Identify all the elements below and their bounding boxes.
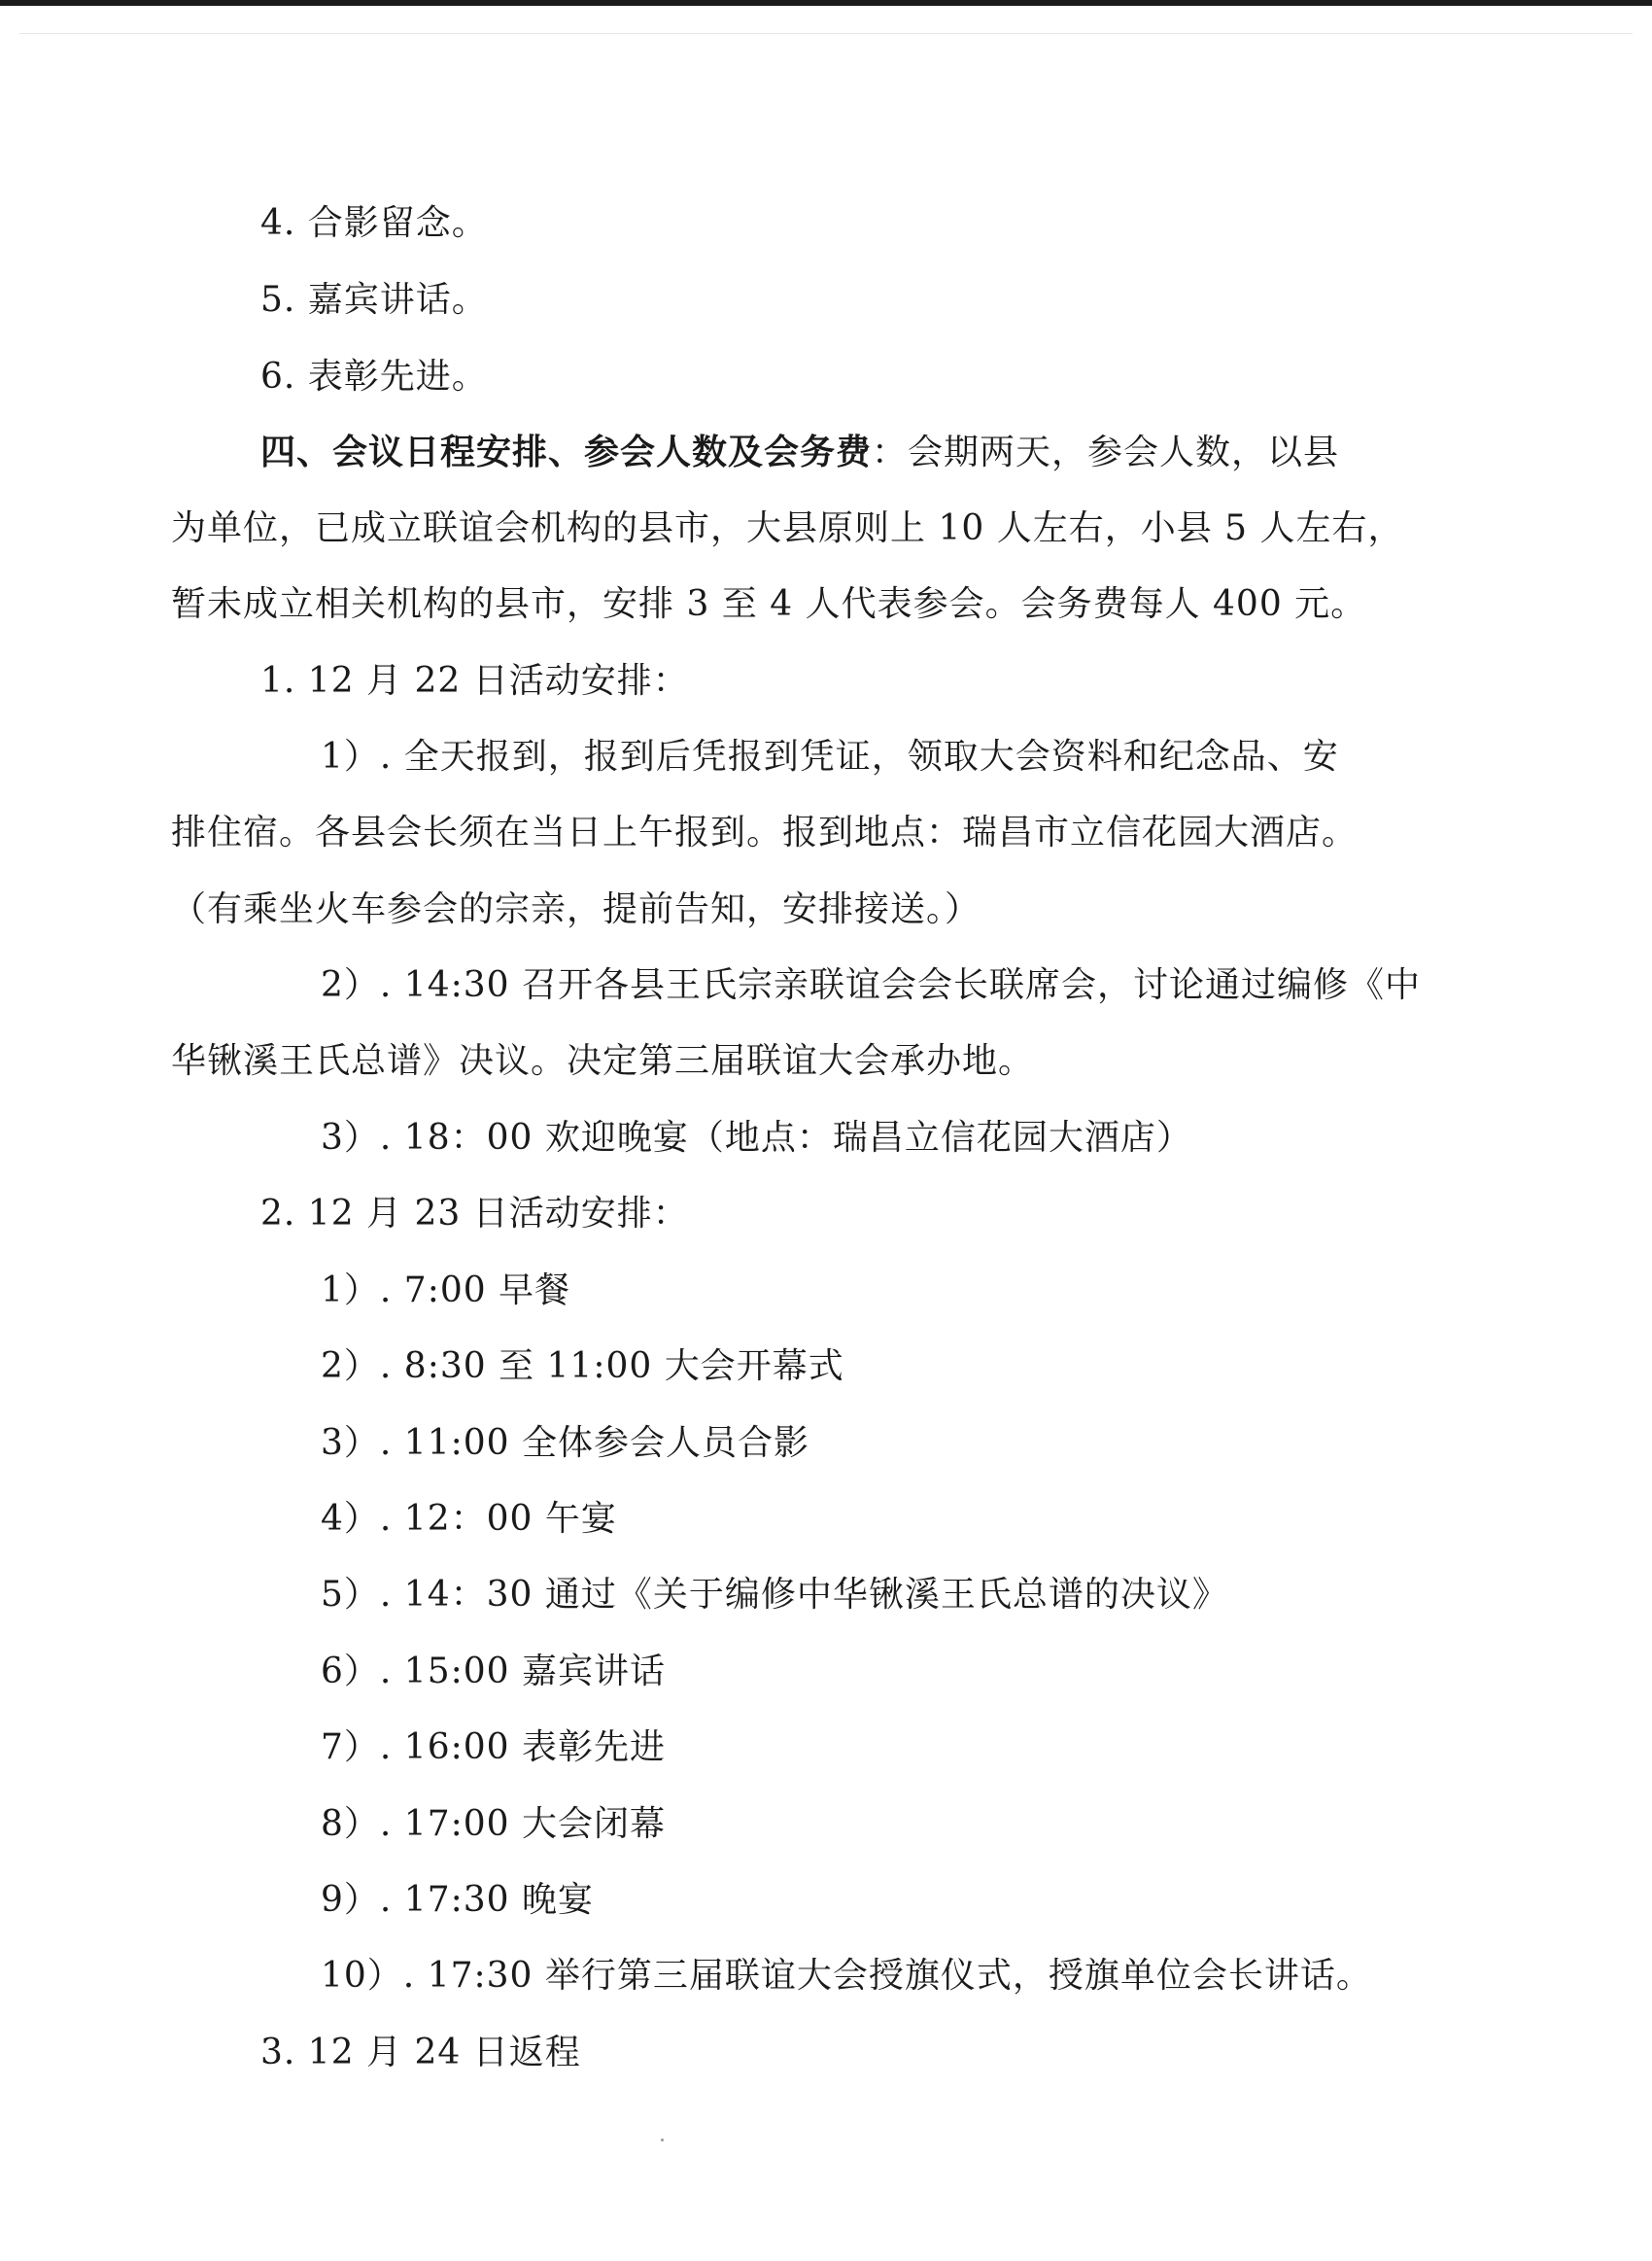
day-2-item: 8）. 17:00 大会闭幕 [321, 1804, 666, 1844]
day-2-item: 4）. 12：00 午宴 [321, 1499, 617, 1539]
item-5: 5. 嘉宾讲话。 [260, 280, 488, 320]
day-1-item-2-line-1: 2）. 14:30 召开各县王氏宗亲联谊会会长联席会，讨论通过编修《中 [321, 965, 1421, 1005]
day-2-item: 9）. 17:30 晚宴 [321, 1880, 594, 1920]
day-1-item-1-line-1: 1）. 全天报到，报到后凭报到凭证，领取大会资料和纪念品、安 [321, 737, 1339, 777]
day-2-item: 10）. 17:30 举行第三届联谊大会授旗仪式，授旗单位会长讲话。 [321, 1956, 1372, 1996]
item-4: 4. 合影留念。 [260, 203, 488, 243]
section-4-line-1 [260, 430, 1339, 476]
day-1-item-2-line-2: 华锹溪王氏总谱》决议。决定第三届联谊大会承办地。 [171, 1041, 1035, 1081]
day-2-item: 5）. 14：30 通过《关于编修中华锹溪王氏总谱的决议》 [321, 1575, 1228, 1615]
day-2-item: 1）. 7:00 早餐 [321, 1270, 571, 1310]
section-4-line-2: 为单位，已成立联谊会机构的县市，大县原则上 10 人左右，小县 5 人左右， [171, 508, 1404, 548]
day-1-title: 1. 12 月 22 日活动安排： [260, 661, 689, 701]
day-1-item-1-line-2: 排住宿。各县会长须在当日上午报到。报到地点：瑞昌市立信花园大酒店。 [171, 813, 1359, 852]
day-2-item: 6）. 15:00 嘉宾讲话 [321, 1652, 666, 1691]
day-3-title: 3. 12 月 24 日返程 [260, 2033, 581, 2072]
section-4-line-3: 暂未成立相关机构的县市，安排 3 至 4 人代表参会。会务费每人 400 元。 [171, 584, 1367, 624]
day-2-item: 2）. 8:30 至 11:00 大会开幕式 [321, 1346, 844, 1386]
section-4-heading: 四、会议日程安排、参会人数及会务费 [260, 433, 873, 472]
day-2-item: 7）. 16:00 表彰先进 [321, 1727, 666, 1767]
day-1-item-1-line-3: （有乘坐火车参会的宗亲，提前告知，安排接送。） [171, 889, 981, 929]
item-6: 6. 表彰先进。 [260, 357, 488, 397]
day-2-item: 3）. 11:00 全体参会人员合影 [321, 1423, 809, 1463]
section-4-line-1-rest: ：会期两天，参会人数，以县 [872, 433, 1340, 472]
day-1-item-3: 3）. 18：00 欢迎晚宴（地点：瑞昌立信花园大酒店） [321, 1118, 1192, 1158]
scan-speck [661, 2139, 664, 2141]
day-2-title: 2. 12 月 23 日活动安排： [260, 1194, 689, 1234]
